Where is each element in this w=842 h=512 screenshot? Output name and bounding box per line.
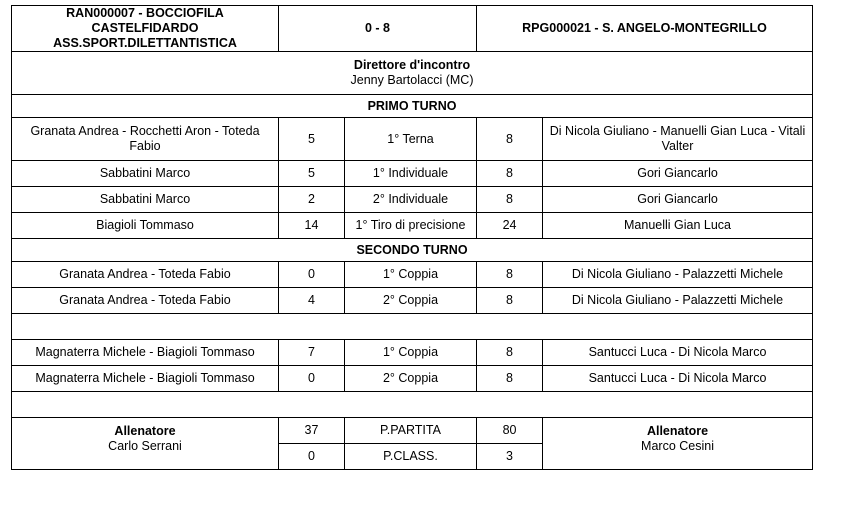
home-score: 2 bbox=[279, 187, 345, 213]
match-score: 0 - 8 bbox=[279, 6, 477, 52]
away-team-name: RPG000021 - S. ANGELO-MONTEGRILLO bbox=[477, 6, 813, 52]
table-row bbox=[12, 262, 813, 288]
director-name: Jenny Bartolacci (MC) bbox=[350, 73, 474, 87]
home-class-points: 0 bbox=[279, 444, 345, 470]
director-row bbox=[12, 52, 813, 95]
footer-row-partita bbox=[12, 418, 813, 444]
table-row bbox=[12, 187, 813, 213]
event-name: 1° Tiro di precisione bbox=[345, 213, 477, 239]
home-players: Granata Andrea - Toteda Fabio bbox=[12, 262, 279, 288]
home-players: Magnaterra Michele - Biagioli Tommaso bbox=[12, 340, 279, 366]
event-name: 1° Individuale bbox=[345, 161, 477, 187]
table-row bbox=[12, 340, 813, 366]
away-players: Di Nicola Giuliano - Palazzetti Michele bbox=[543, 262, 813, 288]
home-score: 14 bbox=[279, 213, 345, 239]
section-title: SECONDO TURNO bbox=[12, 239, 813, 262]
away-score: 8 bbox=[477, 187, 543, 213]
home-players: Granata Andrea - Toteda Fabio bbox=[12, 288, 279, 314]
away-score: 8 bbox=[477, 340, 543, 366]
away-players: Manuelli Gian Luca bbox=[543, 213, 813, 239]
home-players: Biagioli Tommaso bbox=[12, 213, 279, 239]
away-class-points: 3 bbox=[477, 444, 543, 470]
away-coach-cell bbox=[543, 418, 813, 470]
home-score: 5 bbox=[279, 161, 345, 187]
home-partita-points: 37 bbox=[279, 418, 345, 444]
director-cell bbox=[12, 52, 813, 95]
table-row bbox=[12, 213, 813, 239]
table-row bbox=[12, 161, 813, 187]
away-players: Santucci Luca - Di Nicola Marco bbox=[543, 366, 813, 392]
home-score: 4 bbox=[279, 288, 345, 314]
spacer-cell bbox=[12, 314, 813, 340]
away-coach-label: Allenatore bbox=[646, 424, 709, 438]
table-row bbox=[12, 366, 813, 392]
away-coach-name: Marco Cesini bbox=[641, 439, 714, 453]
away-score: 24 bbox=[477, 213, 543, 239]
spacer-cell bbox=[12, 392, 813, 418]
home-coach-cell bbox=[12, 418, 279, 470]
home-players: Sabbatini Marco bbox=[12, 161, 279, 187]
table-row bbox=[12, 288, 813, 314]
away-score: 8 bbox=[477, 366, 543, 392]
home-coach-name: Carlo Serrani bbox=[108, 439, 182, 453]
director-label: Direttore d'incontro bbox=[353, 58, 471, 72]
class-label: P.CLASS. bbox=[345, 444, 477, 470]
away-score: 8 bbox=[477, 161, 543, 187]
spacer-row bbox=[12, 392, 813, 418]
home-players: Magnaterra Michele - Biagioli Tommaso bbox=[12, 366, 279, 392]
away-players: Gori Giancarlo bbox=[543, 187, 813, 213]
event-name: 1° Coppia bbox=[345, 340, 477, 366]
event-name: 2° Coppia bbox=[345, 366, 477, 392]
away-players: Santucci Luca - Di Nicola Marco bbox=[543, 340, 813, 366]
section-title: PRIMO TURNO bbox=[12, 95, 813, 118]
away-players: Di Nicola Giuliano - Palazzetti Michele bbox=[543, 288, 813, 314]
home-score: 0 bbox=[279, 366, 345, 392]
match-header-row bbox=[12, 6, 813, 52]
away-score: 8 bbox=[477, 262, 543, 288]
spacer-row bbox=[12, 314, 813, 340]
home-coach-label: Allenatore bbox=[114, 424, 176, 438]
away-players: Di Nicola Giuliano - Manuelli Gian Luca - Vitali Valter bbox=[543, 118, 813, 161]
match-report-table bbox=[11, 5, 813, 470]
section-header-secondo-turno bbox=[12, 239, 813, 262]
event-name: 1° Terna bbox=[345, 118, 477, 161]
home-players: Sabbatini Marco bbox=[12, 187, 279, 213]
away-players: Gori Giancarlo bbox=[543, 161, 813, 187]
home-team-name: RAN000007 - BOCCIOFILA CASTELFIDARDO ASS.SPORT.DILETTANTISTICA bbox=[12, 6, 279, 52]
away-score: 8 bbox=[477, 288, 543, 314]
home-players: Granata Andrea - Rocchetti Aron - Toteda Fabio bbox=[12, 118, 279, 161]
table-row bbox=[12, 118, 813, 161]
home-score: 5 bbox=[279, 118, 345, 161]
event-name: 2° Individuale bbox=[345, 187, 477, 213]
event-name: 2° Coppia bbox=[345, 288, 477, 314]
home-score: 7 bbox=[279, 340, 345, 366]
partita-label: P.PARTITA bbox=[345, 418, 477, 444]
away-partita-points: 80 bbox=[477, 418, 543, 444]
section-header-primo-turno bbox=[12, 95, 813, 118]
home-score: 0 bbox=[279, 262, 345, 288]
event-name: 1° Coppia bbox=[345, 262, 477, 288]
away-score: 8 bbox=[477, 118, 543, 161]
